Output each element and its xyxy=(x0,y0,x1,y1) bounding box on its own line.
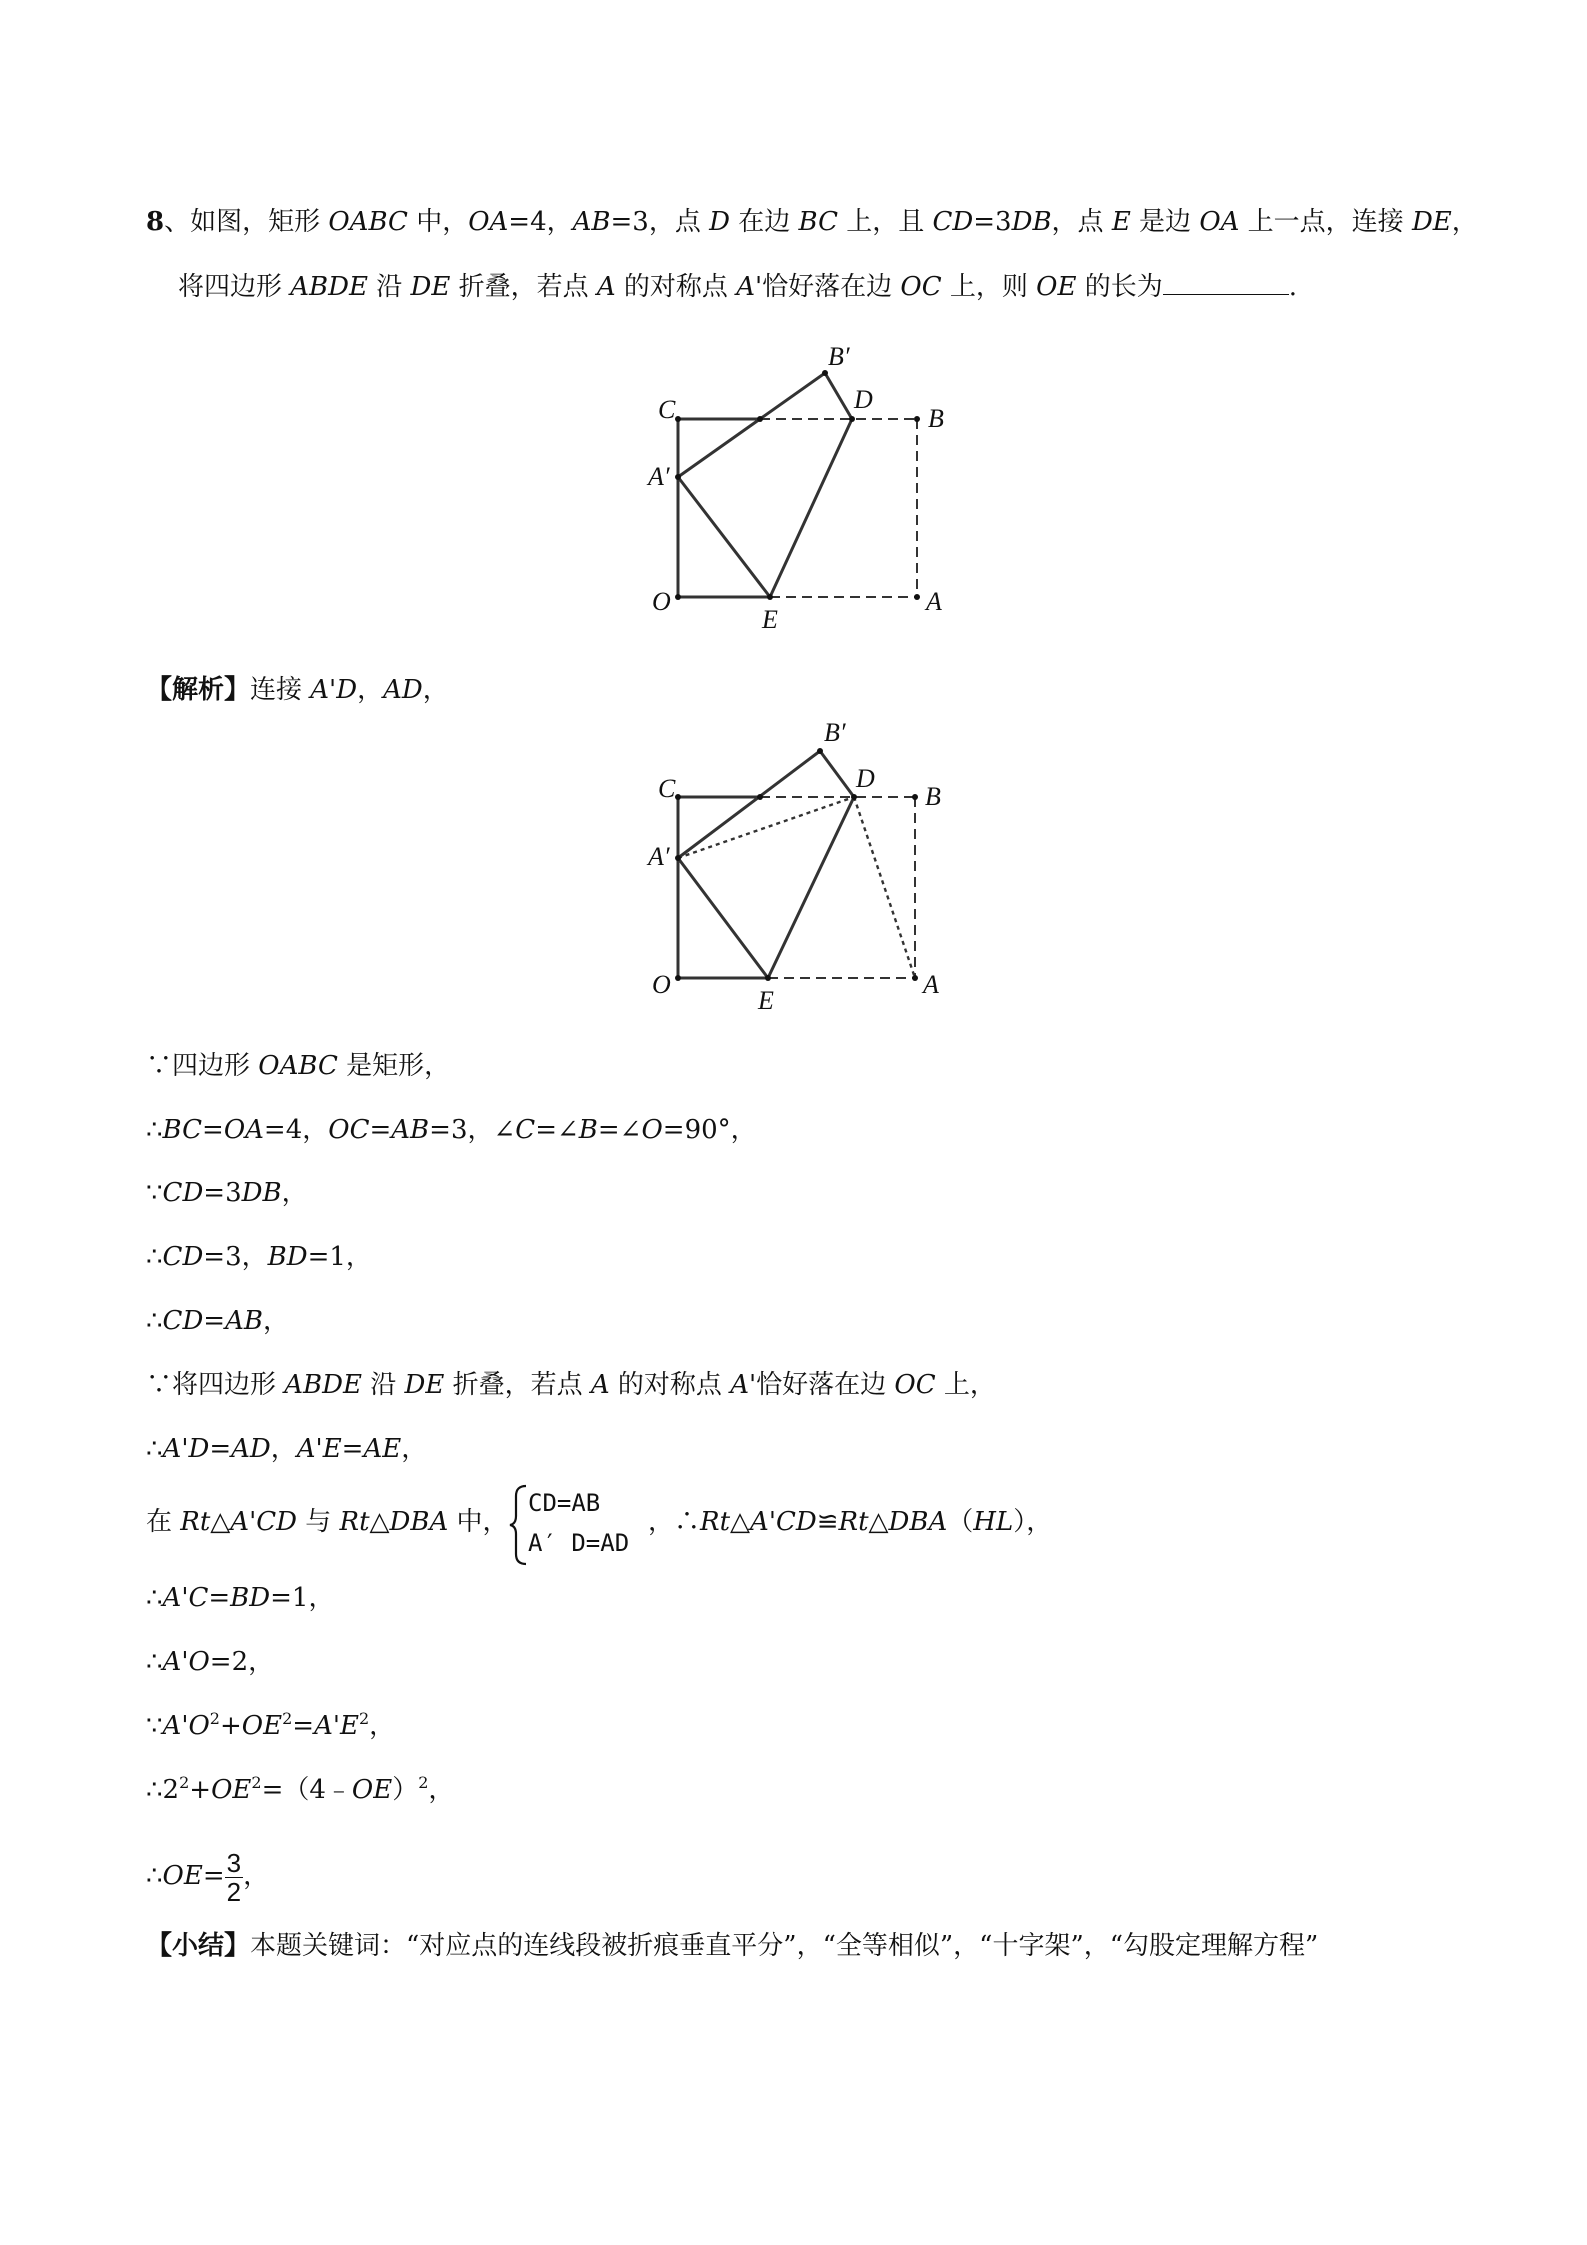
analysis-tag: 【解析】 xyxy=(146,675,251,705)
answer-blank xyxy=(1163,268,1289,295)
label-A-prime: A′ xyxy=(648,462,670,491)
step-11: $\because A'O^2+OE^2=A'E^2$， xyxy=(146,1709,396,1741)
problem-line-1: 8、如图，矩形 OABC 中，OA=4，AB=3，点 D 在边 BC 上，且 CD=3DB，点 E 是边 OA 上一点，连接 DE， xyxy=(146,207,1478,237)
step-8-left: 在 Rt△A'CD 与 Rt△DBA 中， xyxy=(146,1507,509,1537)
summary-line: 【小结】本题关键词：“对应点的连线段被折痕垂直平分”，“全等相似”，“十字架”，“勾股定理解方程” xyxy=(146,1931,1319,1961)
step-4: ∴CD=3，BD=1， xyxy=(146,1242,372,1272)
label2-A: A xyxy=(923,970,939,999)
step-1: ∵四边形 OABC 是矩形， xyxy=(146,1051,451,1081)
step-13: ∴OE= $\frac{3}{2}$ ， xyxy=(146,1847,270,1907)
fraction: $\frac{3}{2}$ xyxy=(226,1847,242,1907)
label-B-prime: B′ xyxy=(828,342,850,371)
step-12: $\therefore 2^2+OE^2=(4﹣OE)^2$， xyxy=(146,1773,455,1805)
label-O: O xyxy=(652,587,671,616)
label-E: E xyxy=(762,605,778,634)
figure-1 xyxy=(640,340,970,640)
label2-C: C xyxy=(658,774,676,803)
label2-O: O xyxy=(652,970,671,999)
label2-B: B xyxy=(925,782,941,811)
problem-number: 8 xyxy=(146,207,165,237)
label-C: C xyxy=(658,395,676,424)
step-8-right: ，∴Rt△A'CD≌Rt△DBA（HL）， xyxy=(648,1507,1053,1537)
label2-B-prime: B′ xyxy=(824,718,846,747)
label2-A-prime: A′ xyxy=(648,842,670,871)
brace-line-1: CD=AB xyxy=(528,1489,601,1517)
step-10: ∴A'O=2， xyxy=(146,1647,275,1677)
problem-line-2: 将四边形 ABDE 沿 DE 折叠，若点 A 的对称点 A'恰好落在边 OC 上，则 OE 的长为 . xyxy=(178,268,1297,305)
label-B: B xyxy=(928,404,944,433)
brace-line-2: A′ D=AD xyxy=(528,1529,630,1557)
analysis-line: 【解析】连接 A'D，AD， xyxy=(146,675,449,705)
figure-2 xyxy=(640,715,970,1015)
summary-tag: 【小结】 xyxy=(146,1931,251,1961)
step-9: ∴A'C=BD=1， xyxy=(146,1583,335,1613)
step-6: ∵将四边形 ABDE 沿 DE 折叠，若点 A 的对称点 A'恰好落在边 OC 上， xyxy=(146,1370,996,1400)
step-5: ∴CD=AB， xyxy=(146,1306,289,1336)
brace-symbol xyxy=(508,1484,530,1566)
label-A: A xyxy=(926,587,942,616)
step-2: ∴BC=OA=4，OC=AB=3，∠C=∠B=∠O=90°， xyxy=(146,1115,757,1145)
label2-E: E xyxy=(758,986,774,1015)
label2-D: D xyxy=(856,764,875,793)
step-3: ∵CD=3DB， xyxy=(146,1178,308,1208)
label-D: D xyxy=(854,385,873,414)
step-7: ∴A'D=AD，A'E=AE， xyxy=(146,1434,428,1464)
